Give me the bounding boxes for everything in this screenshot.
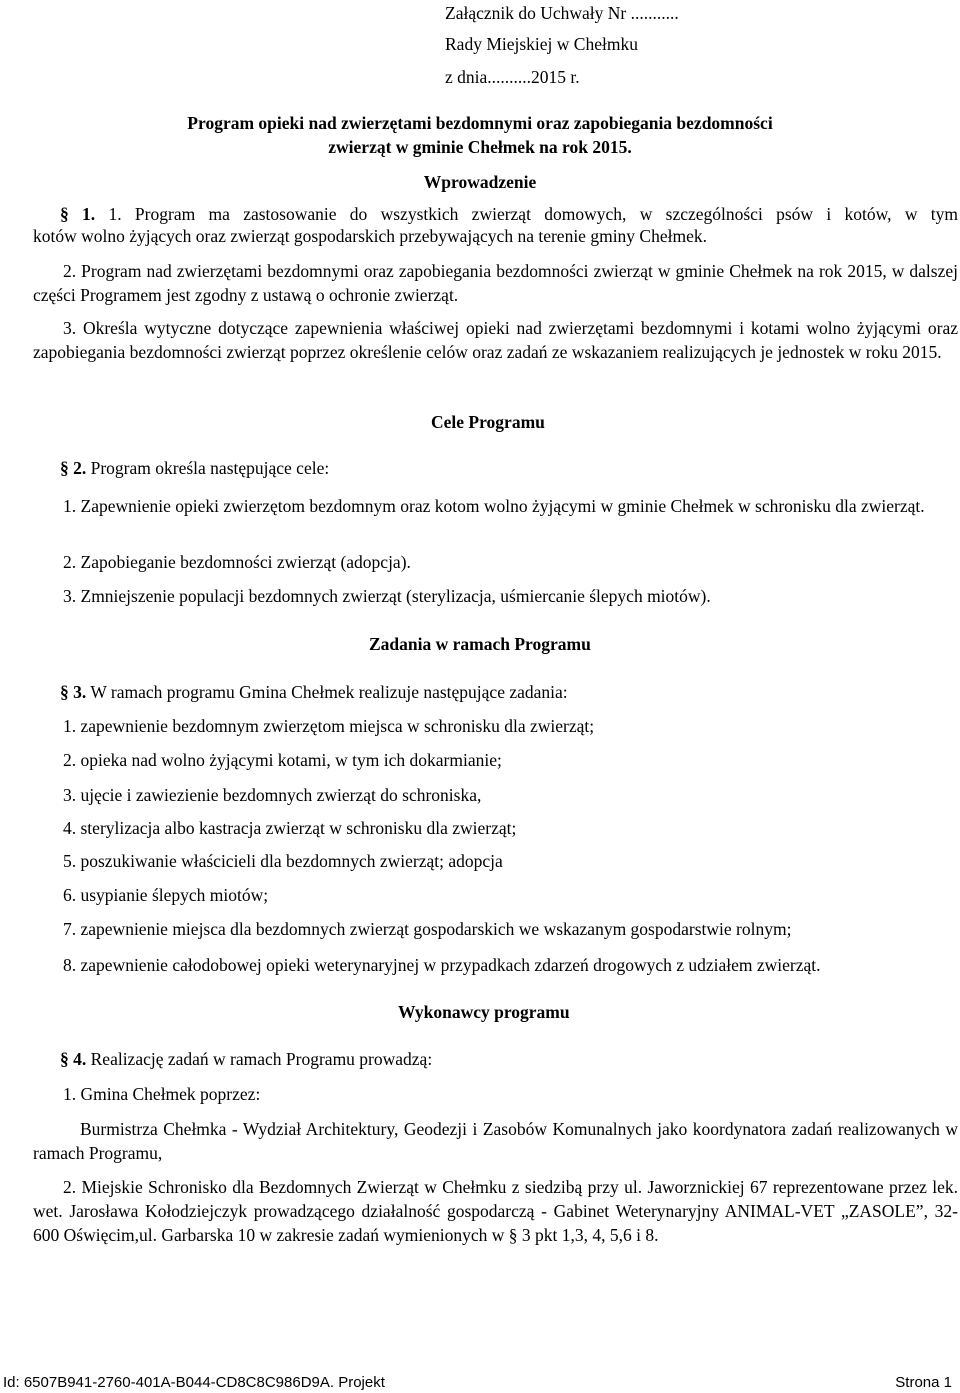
goal-item-1: 1. Zapewnienie opieki zwierzętom bezdomnym oraz kotom wolno żyjącymi w gminie Chełmek w schronisku dla zwierząt. [63, 496, 925, 516]
intro-heading: Wprowadzenie [423, 172, 537, 192]
tasks-heading: Zadania w ramach Programu [369, 634, 591, 654]
document-id: Id: 6507B941-2760-401A-B044-CD8C8C986D9A. Projekt [3, 1374, 385, 1391]
intro-para2: 2. Program nad zwierzętami bezdomnymi oraz zapobiegania bezdomności zwierząt w gminie Chełmek na rok 2015, w dalszej części Programem jest zgodny z ustawą o ochronie zwierząt. [33, 261, 958, 305]
intro-para3: 3. Określa wytyczne dotyczące zapewnienia właściwej opieki nad zwierzętami bezdomnymi i kotami wolno żyjącymi oraz zapobiegania bezdomności zwierząt poprzez określenie celów oraz zadań ze wskazaniem realizujących je jednostek w roku 2015. [33, 318, 958, 362]
task-item: 2. opieka nad wolno żyjącymi kotami, w tym ich dokarmianie; [63, 750, 502, 770]
task-item: 1. zapewnienie bezdomnym zwierzętom miejsca w schronisku dla zwierząt; [63, 716, 595, 736]
section-3-marker: § 3. [60, 682, 87, 702]
intro-para1-line2: kotów wolno żyjących oraz zwierząt gospodarskich przebywających na terenie gminy Chełmek. [33, 226, 707, 246]
page-number: Strona 1 [895, 1374, 952, 1391]
task-item: 8. zapewnienie całodobowej opieki weterynaryjnej w przypadkach zdarzeń drogowych z udziałem zwierząt. [63, 955, 821, 975]
executor-item-1: 1. Gmina Chełmek poprzez: [63, 1084, 261, 1104]
task-item: 3. ujęcie i zawiezienie bezdomnych zwierząt do schroniska, [63, 785, 482, 805]
goal-item-2: 2. Zapobieganie bezdomności zwierząt (adopcja). [63, 552, 411, 572]
executor-item-1-detail: Burmistrza Chełmka - Wydział Architektury, Geodezji i Zasobów Komunalnych jako koordynatora zadań realizowanych w ramach Programu, [33, 1119, 958, 1163]
section-4-marker: § 4. [60, 1049, 87, 1069]
tasks-lead-text: W ramach programu Gmina Chełmek realizuje następujące zadania: [90, 682, 568, 702]
task-item: 7. zapewnienie miejsca dla bezdomnych zwierząt gospodarskich we wskazanym gospodarstwie rolnym; [63, 919, 792, 939]
section-2-marker: § 2. [60, 458, 87, 478]
goals-heading: Cele Programu [431, 412, 545, 432]
intro-para1-text: 1. Program ma zastosowanie do wszystkich zwierząt domowych, w szczególności psów i kotów, w tym [108, 204, 959, 224]
goals-lead-text: Program określa następujące cele: [90, 458, 330, 478]
council-line: Rady Miejskiej w Chełmku [445, 34, 638, 54]
task-item: 4. sterylizacja albo kastracja zwierząt w schronisku dla zwierząt; [63, 818, 517, 838]
executor-item-2: 2. Miejskie Schronisko dla Bezdomnych Zwierząt w Chełmku z siedzibą przy ul. Jaworznickiej 67 reprezentowane przez lek. wet. Jarosława Kołodziejczyk prowadzącego działalność gospodarczą - Gabinet Weterynaryjny ANIMAL-VET „ZASOLE”, 32-600 Oświęcim,ul. Garbarska 10 w zakresie zadań wymienionych w § 3 pkt 1,3, 4, 5,6 i 8. [33, 1177, 958, 1245]
tasks-lead [60, 682, 568, 703]
executors-lead [60, 1049, 432, 1070]
goals-lead [60, 458, 329, 479]
document-title-line1: Program opieki nad zwierzętami bezdomnymi oraz zapobiegania bezdomności [187, 113, 773, 133]
executors-lead-text: Realizację zadań w ramach Programu prowadzą: [90, 1049, 433, 1069]
attachment-line: Załącznik do Uchwały Nr ........... [445, 3, 679, 23]
task-item: 5. poszukiwanie właścicieli dla bezdomnych zwierząt; adopcja [63, 851, 503, 871]
date-line: z dnia..........2015 r. [445, 67, 580, 87]
goal-item-3: 3. Zmniejszenie populacji bezdomnych zwierząt (sterylizacja, uśmiercanie ślepych miotów). [63, 586, 711, 606]
section-1-marker: § 1. [60, 204, 96, 224]
intro-para1-line1 [60, 202, 958, 226]
document-title-line2: zwierząt w gminie Chełmek na rok 2015. [328, 137, 632, 157]
executors-heading: Wykonawcy programu [398, 1002, 570, 1022]
task-item: 6. usypianie ślepych miotów; [63, 885, 269, 905]
